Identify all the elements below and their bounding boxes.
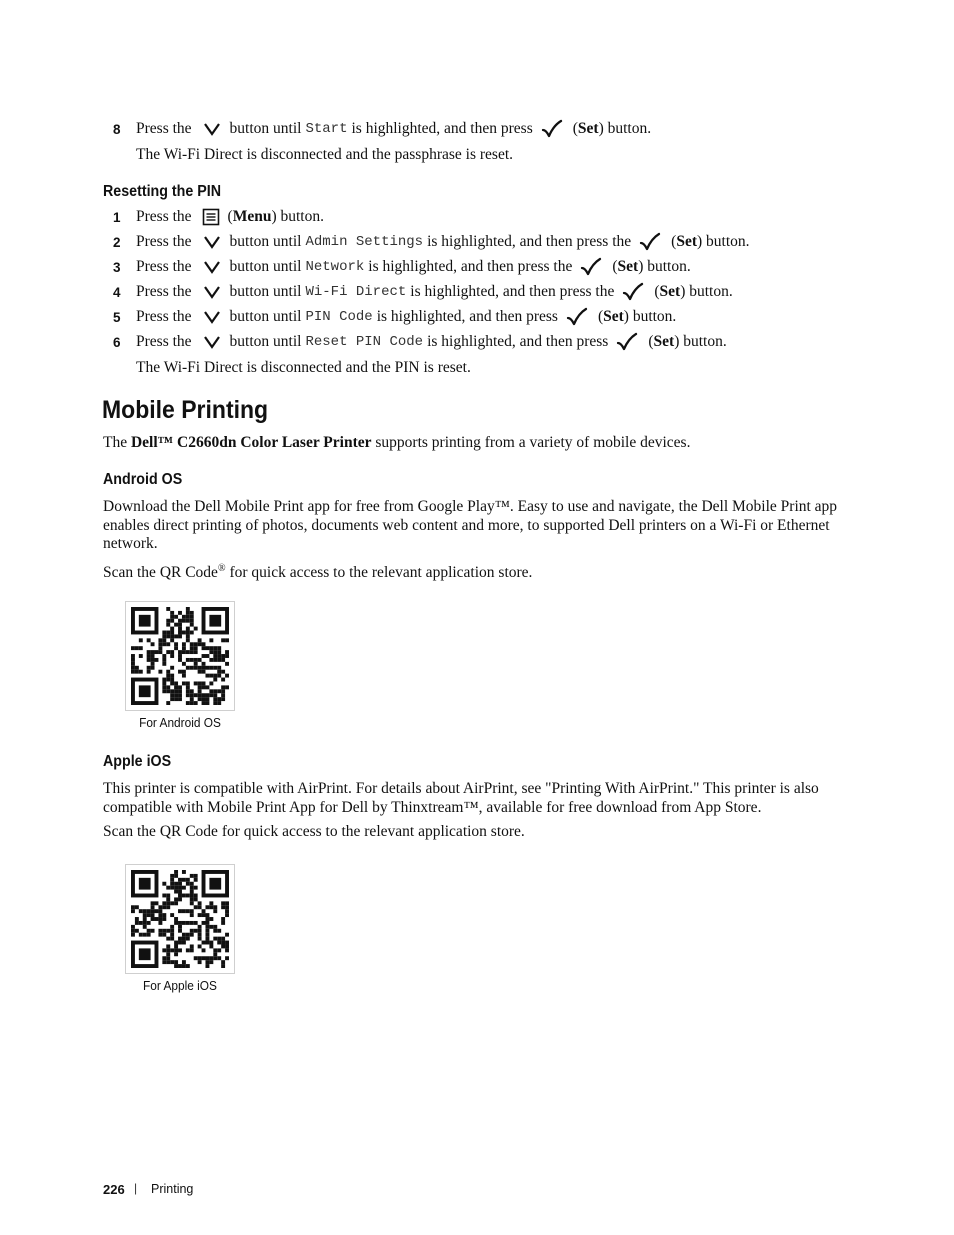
chevron-down-icon xyxy=(202,259,222,275)
page-heading: Mobile Printing xyxy=(102,396,269,424)
chevron-down-icon xyxy=(202,284,222,300)
chevron-down-icon xyxy=(202,121,222,137)
checkmark-icon xyxy=(580,257,602,277)
menu-code: Admin Settings xyxy=(305,234,424,250)
step-text: Press the xyxy=(136,258,192,275)
step-number: 6 xyxy=(113,335,121,350)
set-close: ) button. xyxy=(697,233,750,250)
android-scan-text xyxy=(103,560,863,583)
set-close: ) button. xyxy=(598,120,652,137)
set-label: Set xyxy=(603,308,624,325)
menu-code: Wi-Fi Direct xyxy=(305,284,407,300)
checkmark-icon xyxy=(622,282,644,302)
registered-mark: ® xyxy=(217,563,226,574)
step-text: Press the xyxy=(136,283,192,300)
step-number: 2 xyxy=(113,235,121,250)
step-text: is highlighted, and then press xyxy=(427,333,609,350)
step-5-line xyxy=(136,306,676,328)
step-text: Press the xyxy=(136,208,192,225)
apple-scan-text: Scan the QR Code for quick access to the relevant application store. xyxy=(103,823,525,840)
set-label: Set xyxy=(659,283,681,300)
section-heading: Resetting the PIN xyxy=(103,183,222,200)
set-open: ( xyxy=(612,258,618,275)
step-8-line xyxy=(136,118,651,140)
set-label: Set xyxy=(617,258,639,275)
intro-pre: The xyxy=(103,434,128,451)
qr-code-icon xyxy=(125,601,235,711)
step-text: is highlighted, and then press the xyxy=(410,283,615,300)
step-1-line xyxy=(136,206,324,228)
intro-paragraph xyxy=(103,434,863,453)
step-text: is highlighted, and then press xyxy=(376,308,558,325)
step-number: 3 xyxy=(113,260,121,275)
step-text: button until xyxy=(229,258,302,275)
set-label: Set xyxy=(577,120,599,137)
menu-label: Menu xyxy=(232,208,272,225)
step-3-line xyxy=(136,256,691,278)
step-text: Press the xyxy=(136,233,192,250)
step-text: button until xyxy=(229,233,302,250)
set-open: ( xyxy=(671,233,677,250)
set-label: Set xyxy=(676,233,697,250)
step-number: 1 xyxy=(113,210,121,225)
checkmark-icon xyxy=(616,332,638,352)
menu-code: Start xyxy=(305,121,348,137)
section-heading: Android OS xyxy=(103,471,183,488)
checkmark-icon xyxy=(541,119,563,139)
checkmark-icon xyxy=(639,232,661,252)
step-note: The Wi-Fi Direct is disconnected and the PIN is reset. xyxy=(136,359,471,376)
step-number: 8 xyxy=(113,122,121,137)
step-text: is highlighted, and then press the xyxy=(368,258,573,275)
step-number: 4 xyxy=(113,285,121,300)
step-number: 5 xyxy=(113,310,121,325)
section-heading: Apple iOS xyxy=(103,753,172,770)
step-2-line xyxy=(136,231,750,253)
scan-pre: Scan the QR Code xyxy=(103,564,218,582)
menu-close: ) button. xyxy=(271,208,324,225)
footer-section: Printing xyxy=(151,1182,194,1196)
chevron-down-icon xyxy=(202,334,222,350)
printer-name: Dell™ C2660dn Color Laser Printer xyxy=(130,434,372,451)
set-close: ) button. xyxy=(680,283,733,300)
checkmark-icon xyxy=(566,307,588,327)
chevron-down-icon xyxy=(202,309,222,325)
step-text: Press the xyxy=(136,308,192,325)
step-text: button until xyxy=(229,283,302,300)
set-open: ( xyxy=(648,333,654,350)
step-4-line xyxy=(136,281,733,303)
step-text: button until xyxy=(229,333,302,350)
android-paragraph: Download the Dell Mobile Print app for free from Google Play™. Easy to use and navigate, the Dell Mobile Print app enables direct printing of photos, documents web content and more, to supported Dell printers on a Wi-Fi or Ethernet network. xyxy=(103,498,838,552)
step-text: is highlighted, and then press xyxy=(351,120,533,137)
step-6-line xyxy=(136,331,727,353)
set-label: Set xyxy=(653,333,675,350)
page-number: 226 xyxy=(103,1182,125,1197)
set-open: ( xyxy=(597,308,604,325)
menu-code: Network xyxy=(305,259,365,275)
menu-open: ( xyxy=(227,208,233,225)
set-close: ) button. xyxy=(674,333,727,350)
qr-caption: For Android OS xyxy=(139,716,221,730)
set-close: ) button. xyxy=(638,258,691,275)
intro-post: supports printing from a variety of mobile devices. xyxy=(375,434,691,451)
menu-icon xyxy=(202,208,220,226)
footer-separator: | xyxy=(134,1181,138,1195)
apple-paragraph: This printer is compatible with AirPrint. For details about AirPrint, see "Printing With AirPrint." This printer is also compatible with Mobile Print App for Dell by Thinxtream™, available for free download from App Store. xyxy=(103,780,819,816)
step-text: is highlighted, and then press the xyxy=(427,233,632,250)
set-close: ) button. xyxy=(623,308,677,325)
menu-code: Reset PIN Code xyxy=(305,334,424,350)
qr-caption: For Apple iOS xyxy=(143,979,217,993)
step-text: button until xyxy=(229,120,302,137)
chevron-down-icon xyxy=(202,234,222,250)
scan-post: for quick access to the relevant application store. xyxy=(225,564,533,582)
menu-code: PIN Code xyxy=(305,309,373,325)
step-text: Press the xyxy=(136,333,192,350)
set-open: ( xyxy=(654,283,660,300)
step-note: The Wi-Fi Direct is disconnected and the passphrase is reset. xyxy=(136,146,514,163)
step-text: Press the xyxy=(136,120,192,137)
set-open: ( xyxy=(572,120,578,137)
step-text: button until xyxy=(229,308,302,325)
qr-code-icon xyxy=(125,864,235,974)
